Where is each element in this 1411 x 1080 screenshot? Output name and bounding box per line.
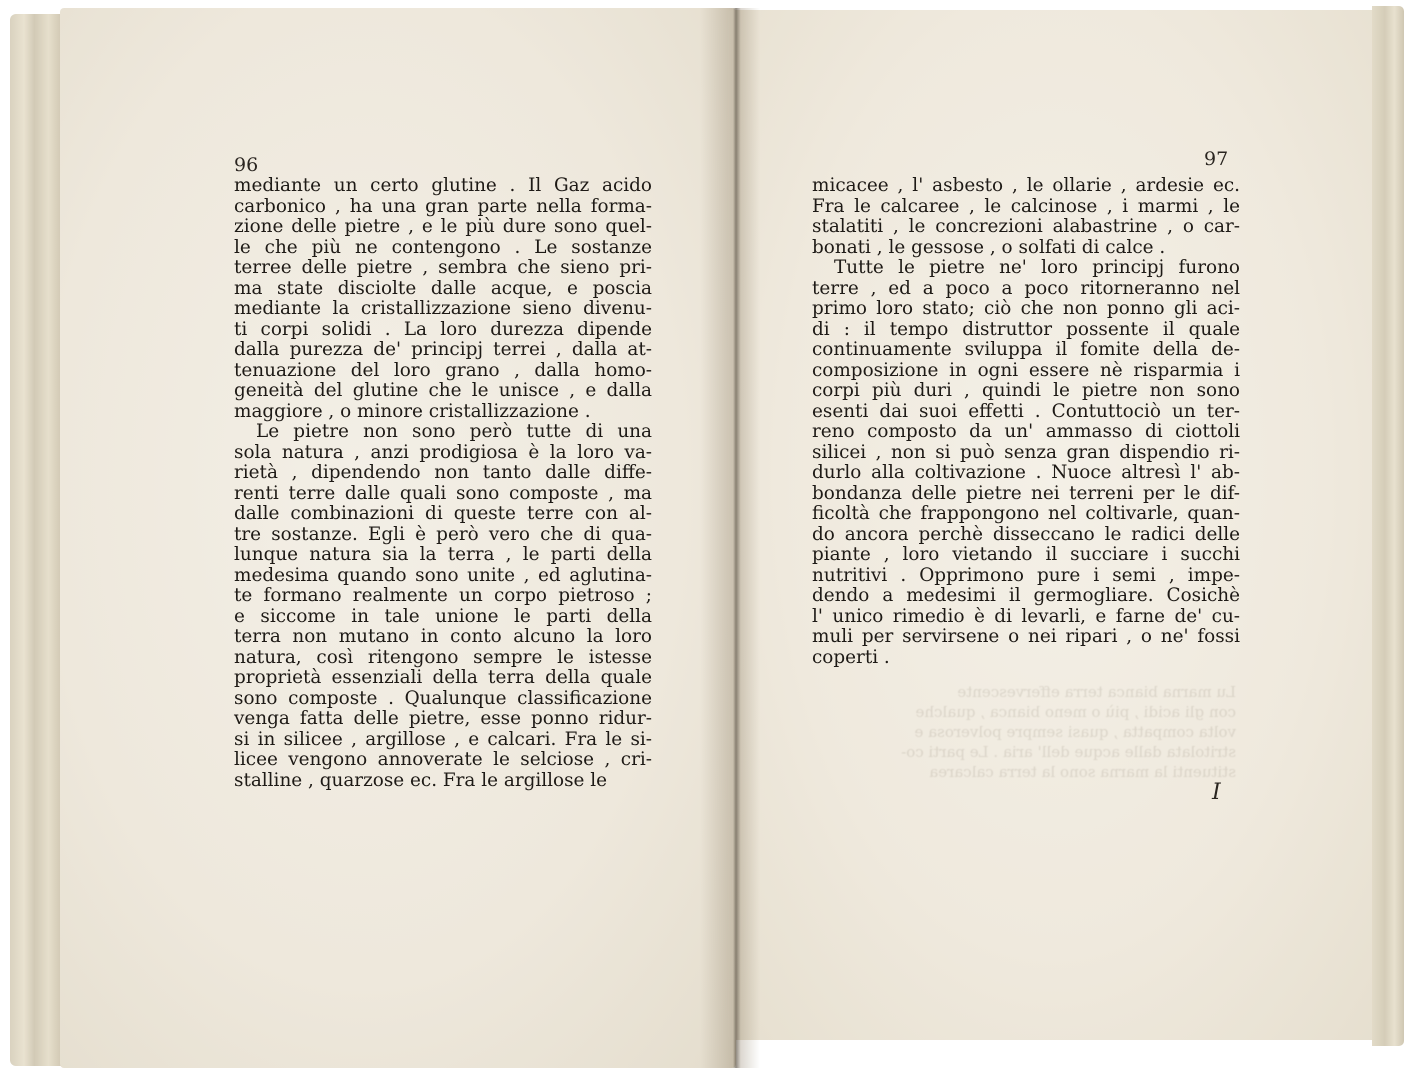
text-line: geneità del glutine che le unisce , e dalla [234,380,652,401]
text-line: medesima quando sono unite , ed aglutina- [234,564,652,586]
text-line: mediante un certo glutine . Il Gaz acido [234,175,652,196]
signature-mark: I [1212,780,1221,805]
text-line: di : il tempo distruttor possente il quale [812,318,1240,340]
text-line: maggiore , o minore cristallizzazione . [234,400,591,422]
text-line: do ancora perchè disseccano le radici delle [812,523,1240,545]
text-line: dendo a medesimi il germogliare. Cosichè [812,585,1240,606]
right-page-edges [1372,6,1404,1046]
text-line: terree delle pietre , sembra che sieno pri- [234,257,652,278]
text-line: bonati , le gessose , o solfati di calce . [812,236,1166,258]
text-line: terra non mutano in conto alcuno la loro [234,626,652,647]
right-page-number: 97 [1204,148,1229,170]
text-line: tenuazione del loro grano , dalla homo- [234,359,652,381]
text-line: Fra le calcaree , le calcinose , i marmi , le [812,195,1240,217]
text-line: bondanza delle pietre nei terreni per le dif- [812,482,1240,504]
show-through-text: Lu marna bianca terra effervescente con gli acidi , più o meno bianca , qualche volta compatta , quasi sempre polverosa e stritolata dalle acque dell' aria . Le parti co- stituenti la marna sono la terra calcarea [901,683,1236,781]
left-page-text [234,176,652,791]
text-line: composizione in ogni essere nè risparmia i [812,359,1240,381]
text-line: proprietà essenziali della terra della quale [234,667,652,688]
text-line: ma state disciolte dalle acque, e poscia [234,277,652,299]
text-line: venga fatta delle pietre, esse ponno ridur- [234,708,652,729]
text-line: primo loro stato; ciò che non ponno gli aci- [812,298,1240,319]
text-line: continuamente sviluppa il fomite della de- [812,339,1240,360]
text-line: reno composto da un' ammasso di ciottoli [812,421,1240,442]
text-line: stalatiti , le concrezioni alabastrine , o car- [812,216,1240,237]
text-line: tre sostanze. Egli è però vero che di qua- [234,523,652,545]
text-line: Le pietre non sono però tutte di una [256,421,652,442]
text-line: piante , loro vietando il succiare i succhi [812,544,1240,565]
text-line: lunque natura sia la terra , le parti della [234,544,652,565]
text-line: carbonico , ha una gran parte nella forma- [234,195,652,217]
text-line: renti terre dalle quali sono composte , ma [234,482,652,504]
text-line: dalle combinazioni di queste terre con al- [234,503,652,524]
text-line: stalline , quarzose ec. Fra le argillose le [234,769,608,791]
text-line: sono composte . Qualunque classificazione [234,687,652,709]
text-line: silicei , non si può senza gran dispendio ri- [812,441,1240,463]
text-line: licee vengono annoverate le selciose , cri- [234,749,652,770]
text-line: sola natura , anzi prodigiosa è la loro va- [234,441,652,463]
text-line: ficoltà che frappongono nel coltivarle, quan- [812,503,1240,524]
text-line: Tutte le pietre ne' loro principj furono [834,257,1240,278]
text-line: rietà , dipendendo non tanto dalle diffe- [234,462,652,483]
text-line: le che più ne contengono . Le sostanze [234,236,652,258]
text-line: l' unico rimedio è di levarli, e farne de' cu- [812,605,1240,627]
text-line: corpi più duri , quindi le pietre non sono [812,380,1240,401]
text-line: durlo alla coltivazione . Nuoce altresì l' ab- [812,462,1240,483]
right-page-text [812,176,1240,668]
text-line: ti corpi solidi . La loro durezza dipende [234,318,652,340]
text-line: si in silicee , argillose , e calcari. Fra le si- [234,728,652,750]
text-line: nutritivi . Opprimono pure i semi , impe- [812,564,1240,586]
text-line: coperti . [812,646,890,668]
left-page-number: 96 [234,154,259,176]
text-line: micacee , l' asbesto , le ollarie , ardesie ec. [812,175,1240,196]
text-line: te formano realmente un corpo pietroso ; [234,585,652,606]
text-line: muli per servirsene o nei ripari , o ne' fossi [812,626,1240,647]
book-gutter [700,8,760,1068]
text-line: zione delle pietre , e le più dure sono quel- [234,216,652,237]
text-line: esenti dai suoi effetti . Contuttociò un ter- [812,400,1240,422]
text-line: e siccome in tale unione le parti della [234,605,652,627]
text-line: natura, così ritengono sempre le istesse [234,646,652,668]
text-line: terre , ed a poco a poco ritorneranno nel [812,277,1240,299]
text-line: dalla purezza de' principj terrei , dalla at- [234,339,652,360]
text-line: mediante la cristallizzazione sieno divenu- [234,298,652,319]
